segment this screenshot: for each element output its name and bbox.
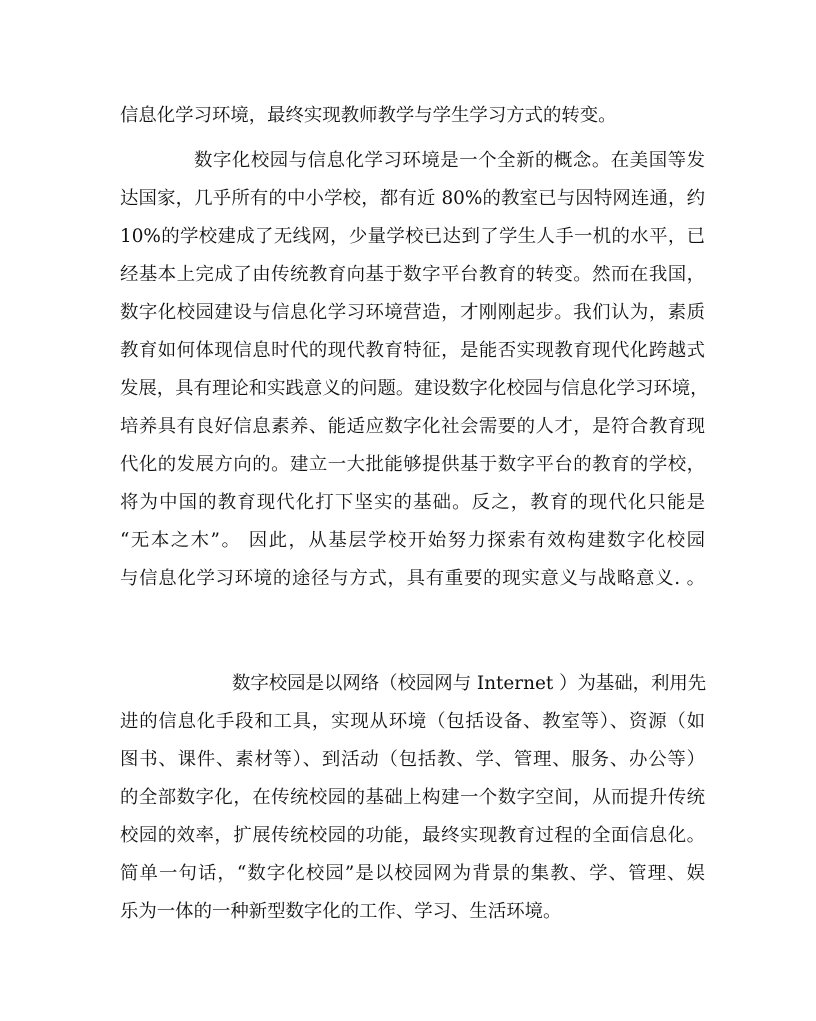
text-line: 培养具有良好信息素养、能适应数字化社会需要的人才，是符合教育现 xyxy=(120,416,705,437)
text-line: 发展，具有理论和实践意义的问题。建设数字化校园与信息化学习环境， xyxy=(120,378,709,399)
text-line: 校园的效率，扩展传统校园的功能，最终实现教育过程的全面信息化。 xyxy=(120,825,705,846)
text-line: 图书、课件、素材等）、到活动（包括教、学、管理、服务、办公等） xyxy=(120,749,705,770)
text-line: 数字化校园与信息化学习环境是一个全新的概念。在美国等发 xyxy=(194,150,705,171)
paragraph-digital-campus-definition xyxy=(120,665,705,931)
text-line: 信息化学习环境，最终实现教师教学与学生学习方式的转变。 xyxy=(120,105,617,126)
paragraph-digital-campus-concept xyxy=(120,142,709,598)
text-line: 10%的学校建成了无线网，少量学校已达到了学生人手一机的水平，已 xyxy=(120,226,705,247)
text-line: “无本之木”。 因此，从基层学校开始努力探索有效构建数字化校园 xyxy=(120,530,705,551)
text-line: 达国家，几乎所有的中小学校，都有近 80%的教室已与因特网连通，约 xyxy=(120,188,705,209)
text-line: 数字化校园建设与信息化学习环境营造，才刚刚起步。我们认为，素质 xyxy=(120,302,705,323)
text-line: 数字校园是以网络（校园网与 Internet ）为基础，利用先 xyxy=(232,673,707,694)
text-line: 乐为一体的一种新型数字化的工作、学习、生活环境。 xyxy=(120,901,562,922)
text-line: 与信息化学习环境的途径与方式，具有重要的现实意义与战略意义. 。 xyxy=(120,568,705,589)
paragraph-continuation xyxy=(120,97,705,135)
text-line: 代化的发展方向的。建立一大批能够提供基于数字平台的教育的学校， xyxy=(120,454,705,475)
text-line: 进的信息化手段和工具，实现从环境（包括设备、教室等）、资源（如 xyxy=(120,711,705,732)
text-line: 教育如何体现信息时代的现代教育特征，是能否实现教育现代化跨越式 xyxy=(120,340,705,361)
text-line: 简单一句话，“数字化校园”是以校园网为背景的集教、学、管理、娱 xyxy=(120,863,705,884)
text-line: 经基本上完成了由传统教育向基于数字平台教育的转变。然而在我国， xyxy=(120,264,705,285)
text-line: 的全部数字化，在传统校园的基础上构建一个数字空间，从而提升传统 xyxy=(120,787,705,808)
text-line: 将为中国的教育现代化打下坚实的基础。反之，教育的现代化只能是 xyxy=(120,492,705,513)
